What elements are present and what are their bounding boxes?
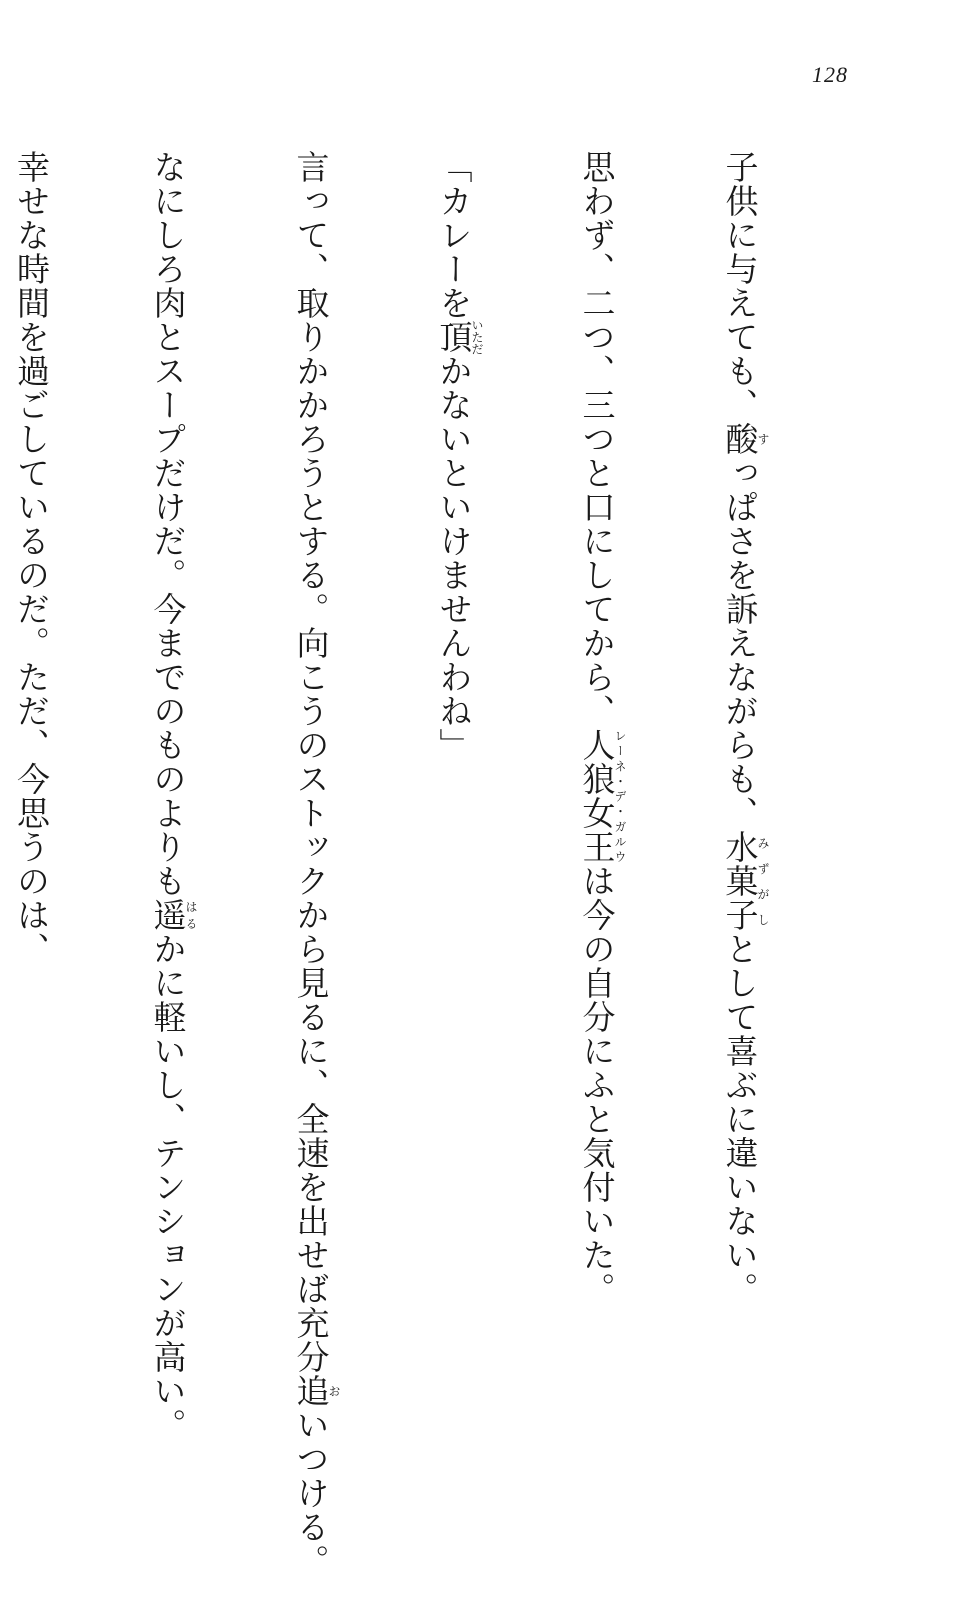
- body-text: [0, 150, 860, 1578]
- furigana: 酸す: [720, 422, 770, 456]
- text-line: 言って、取りかかろうとする。向こうのストックから見るに、全速を出せば充分追おいつける。: [291, 150, 341, 1578]
- text-line: なにしろ肉とスープだけだ。今までのものよりも遥はるかに軽いし、テンションが高い。: [148, 150, 198, 1442]
- text-line: 幸せな時間を過ごしているのだ。ただ、今思うのは、: [12, 150, 51, 966]
- text-line: 子供に与えても、酸すっぱさを訴えながらも、水菓子みずがしとして喜ぶに違いない。: [720, 150, 770, 1306]
- text-line: 思わず、二つ、三つと口にしてから、人狼女王レーネ・デ・ガルウは今の自分にふと気付いた。: [577, 150, 627, 1306]
- furigana: 人狼女王レーネ・デ・ガルウ: [577, 728, 627, 864]
- page-number: 128: [812, 62, 848, 87]
- text-line: 「カレーを頂いただかないといけませんわね」: [434, 150, 484, 762]
- furigana: 追お: [291, 1374, 341, 1408]
- furigana: 水菓子みずがし: [720, 830, 770, 932]
- furigana: 頂いただ: [434, 319, 484, 355]
- furigana: 遥はる: [148, 898, 198, 932]
